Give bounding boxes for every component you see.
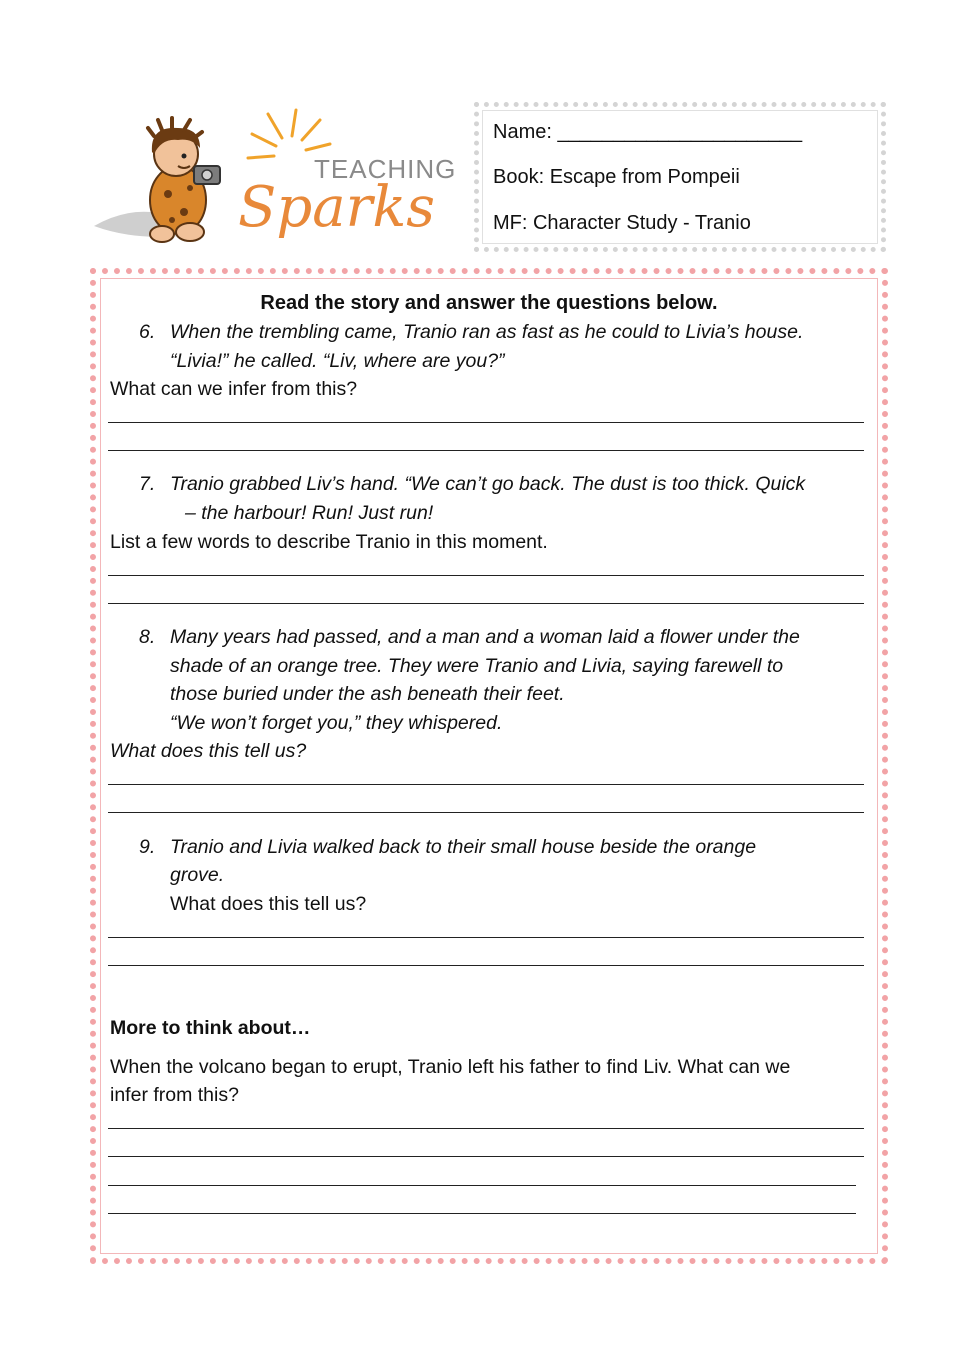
- question-9-line-1: Tranio and Livia walked back to their small house beside the orange: [170, 836, 757, 858]
- answer-line[interactable]: [108, 1128, 864, 1129]
- question-7-line-2: – the harbour! Run! Just run!: [185, 502, 434, 524]
- logo-graphic: [92, 108, 464, 254]
- question-8-line-2: shade of an orange tree. They were Tranio and Livia, saying farewell to: [170, 655, 784, 677]
- question-6-number: 6.: [139, 321, 156, 343]
- answer-line[interactable]: [108, 450, 864, 451]
- question-8-prompt: What does this tell us?: [110, 740, 307, 762]
- more-heading: More to think about…: [110, 1017, 311, 1039]
- answer-line[interactable]: [108, 1185, 856, 1186]
- answer-line[interactable]: [108, 812, 864, 813]
- question-7-prompt: List a few words to describe Tranio in this moment.: [110, 531, 548, 553]
- answer-line[interactable]: [108, 1213, 856, 1214]
- answer-line[interactable]: [108, 603, 864, 604]
- question-8-line-3: those buried under the ash beneath their feet.: [170, 683, 565, 705]
- answer-line[interactable]: [108, 422, 864, 423]
- question-9-prompt: What does this tell us?: [170, 893, 367, 915]
- question-9-line-2: grove.: [170, 864, 225, 886]
- name-field-label[interactable]: Name: ______________________: [493, 121, 803, 143]
- more-text-line-2: infer from this?: [110, 1084, 239, 1106]
- worksheet-title: Read the story and answer the questions below.: [260, 292, 718, 314]
- book-label: Book: Escape from Pompeii: [493, 166, 740, 188]
- question-7-line-1: Tranio grabbed Liv’s hand. “We can’t go back. The dust is too thick. Quick: [170, 473, 806, 495]
- more-text-line-1: When the volcano began to erupt, Tranio left his father to find Liv. What can we: [110, 1056, 791, 1078]
- question-8-line-4: “We won’t forget you,” they whispered.: [170, 712, 503, 734]
- question-6-line-2: “Livia!” he called. “Liv, where are you?”: [170, 350, 505, 372]
- teaching-sparks-logo: [92, 108, 464, 254]
- mf-label: MF: Character Study - Tranio: [493, 212, 751, 234]
- question-6-prompt: What can we infer from this?: [110, 378, 358, 400]
- logo-text-teaching: TEACHING: [314, 154, 457, 184]
- logo-text-sparks: Sparks: [238, 175, 436, 240]
- answer-line[interactable]: [108, 937, 864, 938]
- question-9-number: 9.: [139, 836, 156, 858]
- answer-line[interactable]: [108, 965, 864, 966]
- question-7-number: 7.: [139, 473, 156, 495]
- question-8-number: 8.: [139, 626, 156, 648]
- student-info-box: [474, 102, 886, 252]
- answer-line[interactable]: [108, 575, 864, 576]
- worksheet-panel: [90, 268, 888, 1264]
- answer-line[interactable]: [108, 784, 864, 785]
- answer-line[interactable]: [108, 1156, 864, 1157]
- question-6-line-1: When the trembling came, Tranio ran as fast as he could to Livia’s house.: [170, 321, 804, 343]
- question-8-line-1: Many years had passed, and a man and a woman laid a flower under the: [170, 626, 800, 648]
